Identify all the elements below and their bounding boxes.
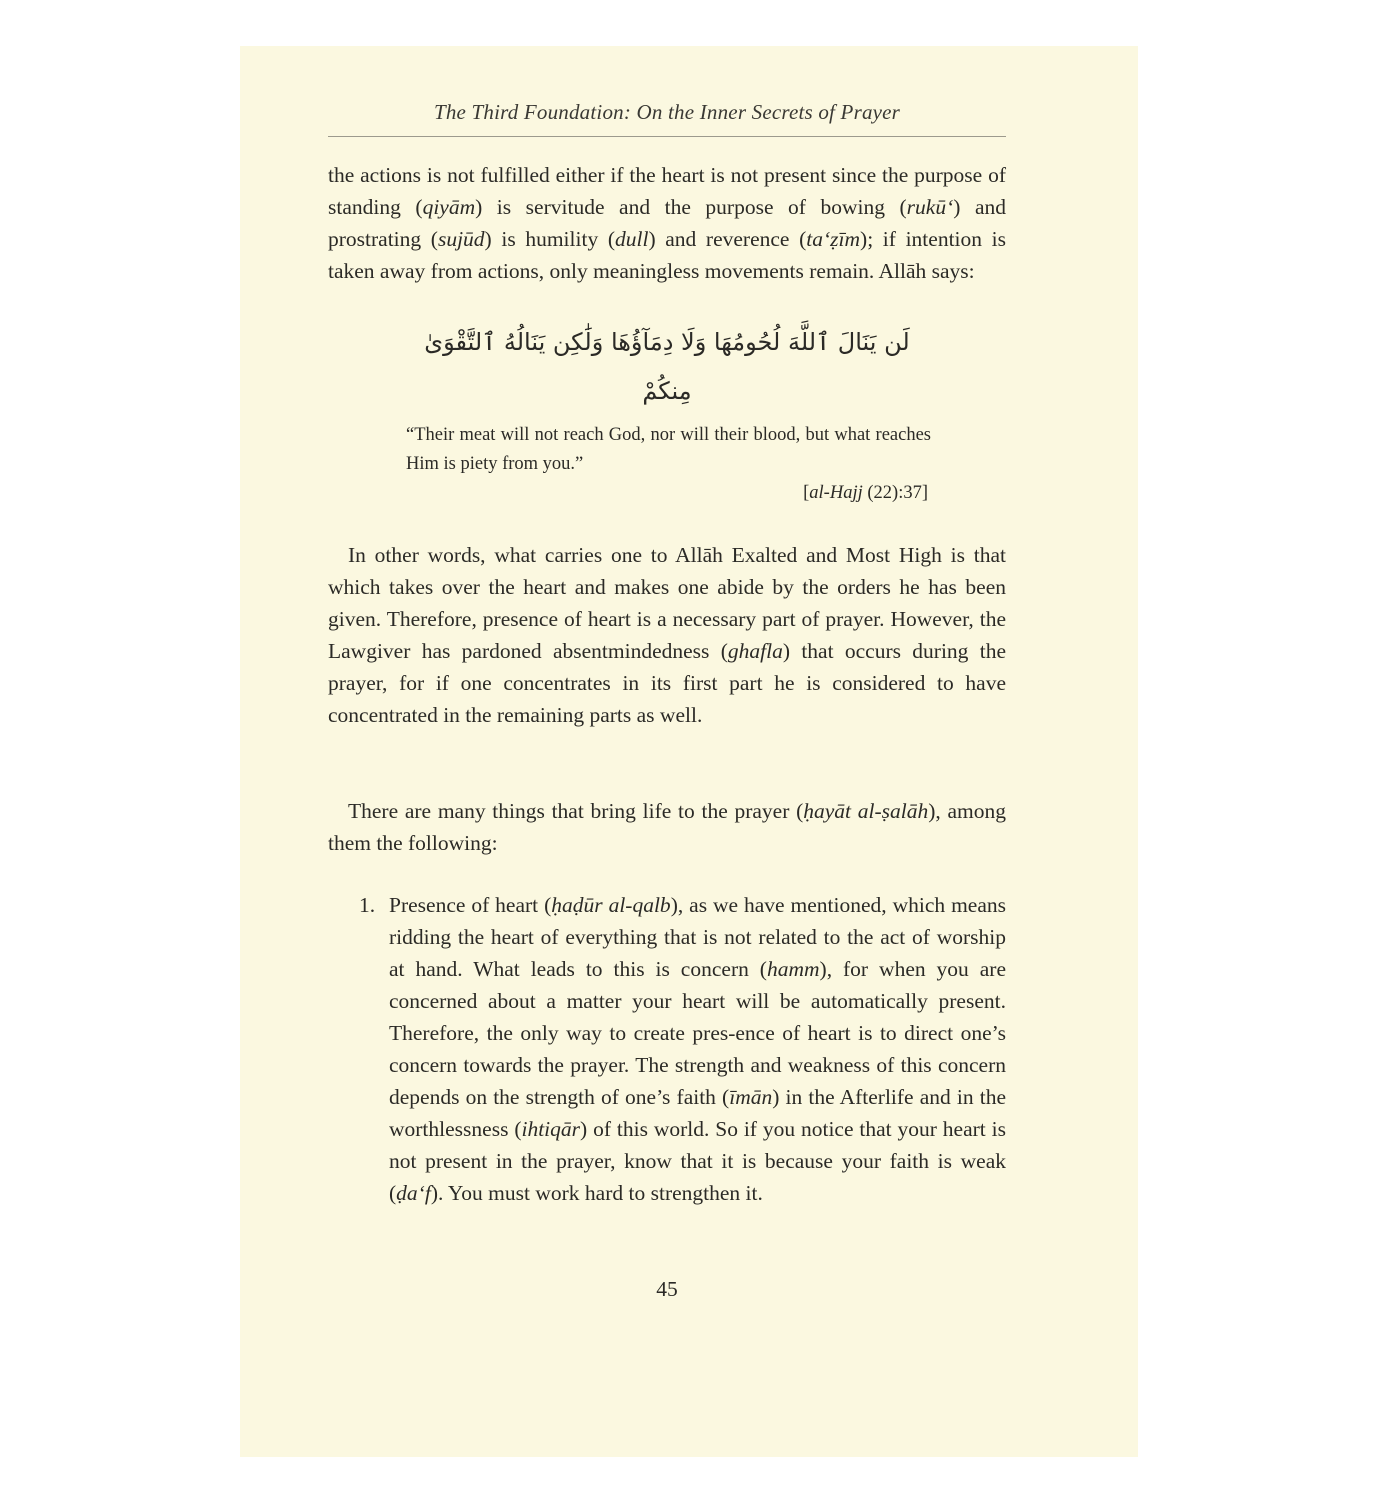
verse-citation: [al-Hajj (22):37] xyxy=(803,483,928,503)
paragraph-1: the actions is not fulfilled either if the heart is not present since the purpose of standing (qiyām) is servitude and the purpose of bowing (rukū‘) and prostrating (sujūd) is humility (dull) and reverence (ta‘ẓīm); if intention is taken away from actions, only meaningless movements remain. Allāh says: xyxy=(328,163,1006,283)
list-item-number: 1. xyxy=(359,893,376,917)
term-hayat-al-salah: ḥayāt al-ṣalāh xyxy=(803,799,929,823)
term-hamm: hamm xyxy=(766,957,820,981)
book-page xyxy=(240,46,1138,1457)
term-dull: dull xyxy=(615,227,649,251)
term-hadur-al-qalb: ḥaḍūr al-qalb xyxy=(551,893,671,917)
header-rule xyxy=(328,136,1006,137)
arabic-verse-line-1: لَن يَنَالَ ٱللَّهَ لُحُومُهَا وَلَا دِمَآؤُهَا وَلَٰكِن يَنَالُهُ ٱلتَّقْوَىٰ xyxy=(424,328,910,356)
term-sujud: sujūd xyxy=(437,227,485,251)
page-number: 45 xyxy=(656,1277,678,1301)
term-daf: ḍa‘f xyxy=(396,1181,431,1205)
paragraph-3: There are many things that bring life to the prayer (ḥayāt al-ṣalāh), among them the following: xyxy=(328,799,1006,855)
running-header: The Third Foundation: On the Inner Secrets of Prayer xyxy=(433,100,901,124)
citation-surah: al-Hajj xyxy=(809,483,863,503)
paragraph-2: In other words, what carries one to Allāh Exalted and Most High is that which takes over the heart and makes one abide by the orders he has been given. Therefore, presence of heart is a necessary part of prayer. However, the Lawgiver has pardoned absentmindedness (ghafla) that occurs during the prayer, for if one concentrates in its first part he is considered to have concentrated in the remaining parts as well. xyxy=(328,543,1006,727)
term-ihtiqar: ihtiqār xyxy=(521,1117,581,1141)
list-item-1: Presence of heart (ḥaḍūr al-qalb), as we have mentioned, which means ridding the heart of everything that is not related to the act of worship at hand. What leads to this is concern (hamm), for when you are concerned about a matter your heart will be automatically present. Therefore, the only way to create pres-ence of heart is to direct one’s concern towards the prayer. The strength and weakness of this concern depends on the strength of one’s faith (īmān) in the Afterlife and in the worthlessness (ihtiqār) of this world. So if you notice that your heart is not present in the prayer, know that it is because your faith is weak (ḍa‘f). You must work hard to strengthen it. xyxy=(389,893,1007,1205)
term-ghafla: ghafla xyxy=(727,639,783,663)
term-qiyam: qiyām xyxy=(422,195,476,219)
term-tazim: ta‘ẓīm xyxy=(806,227,861,251)
verse-translation: “Their meat will not reach God, nor will their blood, but what reaches Him is piety from you.” xyxy=(406,425,931,474)
term-ruku: rukū‘ xyxy=(906,195,954,219)
arabic-verse-line-2: مِنكُمْ xyxy=(642,377,692,405)
term-iman: īmān xyxy=(729,1085,773,1109)
